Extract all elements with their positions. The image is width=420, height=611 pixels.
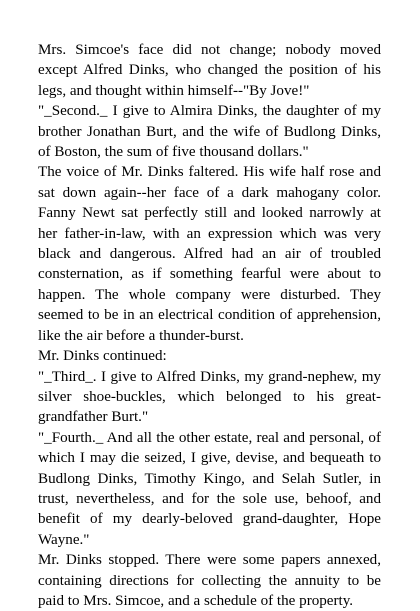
- paragraph-5: "_Third_. I give to Alfred Dinks, my grand-nephew, my silver shoe-buckles, which belonged to his great-grandfather Burt.": [38, 368, 381, 426]
- paragraph-3: The voice of Mr. Dinks faltered. His wife half rose and sat down again--her face of a dark mahogany color. Fanny Newt sat perfectly still and looked narrowly at her father-in-law, with an expression which was very black and dangerous. Alfred had an air of troubled consternation, as if something fearful were about to happen. The whole company were disturbed. They seemed to be in an electrical condition of apprehension, like the air before a thunder-burst.: [38, 164, 381, 344]
- body-text: [38, 40, 381, 611]
- paragraph-2: "_Second._ I give to Almira Dinks, the daughter of my brother Jonathan Burt, and the wife of Budlong Dinks, of Boston, the sum of five thousand dollars.": [38, 103, 381, 161]
- paragraph-7: Mr. Dinks stopped. There were some papers annexed, containing directions for collecting the annuity to be paid to Mrs. Simcoe, and a schedule of the property.: [38, 552, 381, 609]
- paragraph-6: "_Fourth._ And all the other estate, real and personal, of which I may die seized, I give, devise, and bequeath to Budlong Dinks, Timothy Kingo, and Selah Sutler, in trust, nevertheless, and for the sole use, behoof, and benefit of my dearly-beloved grand-daughter, Hope Wayne.": [38, 429, 381, 548]
- paragraph-1: Mrs. Simcoe's face did not change; nobody moved except Alfred Dinks, who changed the position of his legs, and thought within himself--"By Jove!": [38, 42, 381, 99]
- paragraph-4: Mr. Dinks continued:: [38, 348, 167, 365]
